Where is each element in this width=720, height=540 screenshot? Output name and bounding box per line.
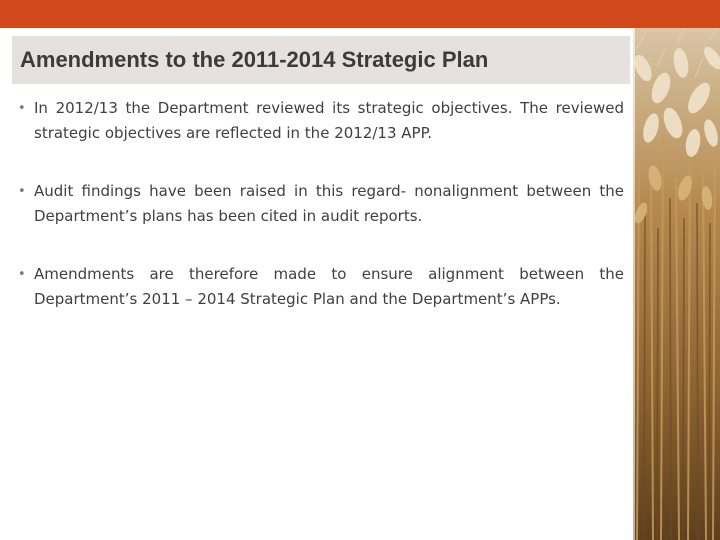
bullet-marker: •: [18, 101, 26, 116]
wheat-field-image: [633, 28, 720, 540]
bullet-marker: •: [18, 267, 26, 282]
bullet-text: In 2012/13 the Department reviewed its strategic objectives. The reviewed strategic objectives are reflected in the 2012/13 APP.: [34, 99, 624, 142]
bullet-text: Audit findings have been raised in this regard- nonalignment between the Department’s plans has been cited in audit reports.: [34, 182, 624, 225]
top-accent-bar: [0, 0, 720, 28]
bullet-list: [18, 96, 624, 345]
bullet-text: Amendments are therefore made to ensure alignment between the Department’s 2011 – 2014 Strategic Plan and the Department’s APPs.: [34, 265, 624, 308]
bullet-item: [18, 96, 624, 146]
bullet-marker: •: [18, 184, 26, 199]
bullet-item: [18, 179, 624, 229]
bullet-item: [18, 262, 624, 312]
title-band: [12, 36, 630, 84]
slide-title: Amendments to the 2011-2014 Strategic Plan: [20, 47, 489, 72]
